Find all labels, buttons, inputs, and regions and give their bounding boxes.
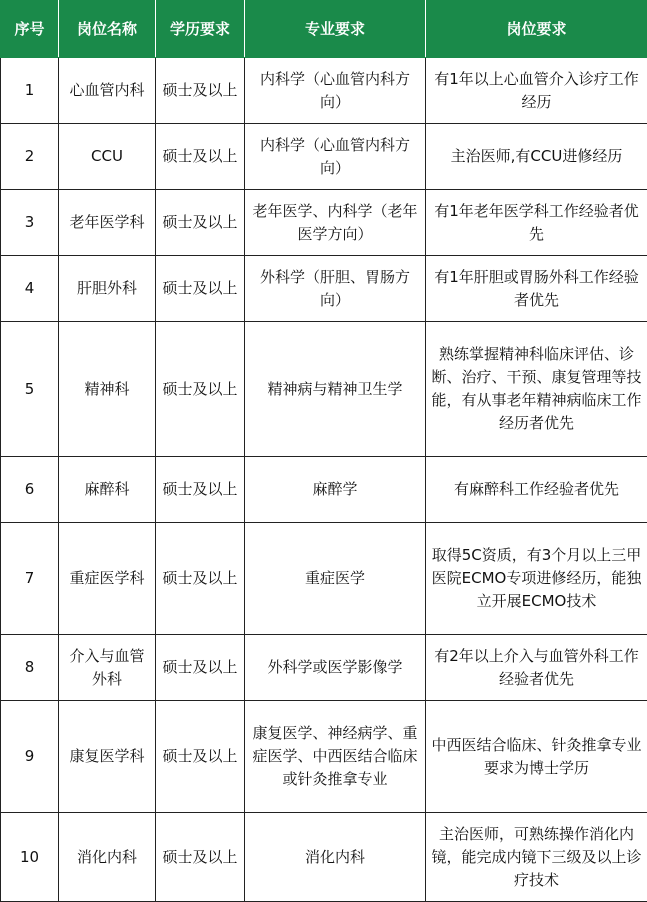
table-row [1, 523, 647, 635]
cell-position: 康复医学科 [59, 701, 156, 813]
cell-position: 介入与血管外科 [59, 635, 156, 701]
cell-position: 麻醉科 [59, 457, 156, 523]
cell-requirement: 主治医师,有CCU进修经历 [426, 124, 647, 190]
cell-major: 康复医学、神经病学、重症医学、中西医结合临床或针灸推拿专业 [245, 701, 426, 813]
table-row [1, 124, 647, 190]
cell-requirement: 主治医师，可熟练操作消化内镜，能完成内镜下三级及以上诊疗技术 [426, 813, 647, 902]
table-row [1, 813, 647, 902]
cell-number: 10 [1, 813, 59, 902]
cell-major: 精神病与精神卫生学 [245, 322, 426, 457]
cell-education: 硕士及以上 [156, 124, 245, 190]
header-requirement: 岗位要求 [426, 1, 647, 58]
header-position: 岗位名称 [59, 1, 156, 58]
cell-number: 5 [1, 322, 59, 457]
cell-position: 心血管内科 [59, 58, 156, 124]
cell-education: 硕士及以上 [156, 523, 245, 635]
cell-requirement: 熟练掌握精神科临床评估、诊断、治疗、干预、康复管理等技能，有从事老年精神病临床工作经历者优先 [426, 322, 647, 457]
table-row [1, 701, 647, 813]
table-row [1, 256, 647, 322]
cell-number: 8 [1, 635, 59, 701]
cell-requirement: 有1年老年医学科工作经验者优先 [426, 190, 647, 256]
cell-number: 1 [1, 58, 59, 124]
table-row [1, 322, 647, 457]
cell-major: 消化内科 [245, 813, 426, 902]
cell-requirement: 中西医结合临床、针灸推拿专业要求为博士学历 [426, 701, 647, 813]
cell-requirement: 取得5C资质，有3个月以上三甲医院ECMO专项进修经历，能独立开展ECMO技术 [426, 523, 647, 635]
cell-requirement: 有1年肝胆或胃肠外科工作经验者优先 [426, 256, 647, 322]
cell-education: 硕士及以上 [156, 322, 245, 457]
header-number: 序号 [1, 1, 59, 58]
cell-major: 老年医学、内科学（老年医学方向） [245, 190, 426, 256]
cell-major: 内科学（心血管内科方向） [245, 58, 426, 124]
cell-education: 硕士及以上 [156, 635, 245, 701]
cell-requirement: 有麻醉科工作经验者优先 [426, 457, 647, 523]
cell-number: 6 [1, 457, 59, 523]
cell-education: 硕士及以上 [156, 190, 245, 256]
cell-major: 内科学（心血管内科方向） [245, 124, 426, 190]
table-row [1, 58, 647, 124]
header-education: 学历要求 [156, 1, 245, 58]
table-row [1, 190, 647, 256]
header-major: 专业要求 [245, 1, 426, 58]
cell-number: 7 [1, 523, 59, 635]
cell-position: 肝胆外科 [59, 256, 156, 322]
cell-number: 9 [1, 701, 59, 813]
cell-position: 精神科 [59, 322, 156, 457]
cell-major: 外科学或医学影像学 [245, 635, 426, 701]
cell-education: 硕士及以上 [156, 813, 245, 902]
cell-major: 外科学（肝胆、胃肠方向） [245, 256, 426, 322]
cell-education: 硕士及以上 [156, 58, 245, 124]
cell-requirement: 有2年以上介入与血管外科工作经验者优先 [426, 635, 647, 701]
cell-major: 麻醉学 [245, 457, 426, 523]
cell-number: 4 [1, 256, 59, 322]
cell-position: CCU [59, 124, 156, 190]
cell-major: 重症医学 [245, 523, 426, 635]
cell-position: 重症医学科 [59, 523, 156, 635]
cell-education: 硕士及以上 [156, 256, 245, 322]
cell-requirement: 有1年以上心血管介入诊疗工作经历 [426, 58, 647, 124]
table-header-row [1, 1, 647, 58]
table-row [1, 635, 647, 701]
cell-position: 老年医学科 [59, 190, 156, 256]
cell-education: 硕士及以上 [156, 701, 245, 813]
cell-education: 硕士及以上 [156, 457, 245, 523]
cell-position: 消化内科 [59, 813, 156, 902]
cell-number: 2 [1, 124, 59, 190]
table-row [1, 457, 647, 523]
cell-number: 3 [1, 190, 59, 256]
